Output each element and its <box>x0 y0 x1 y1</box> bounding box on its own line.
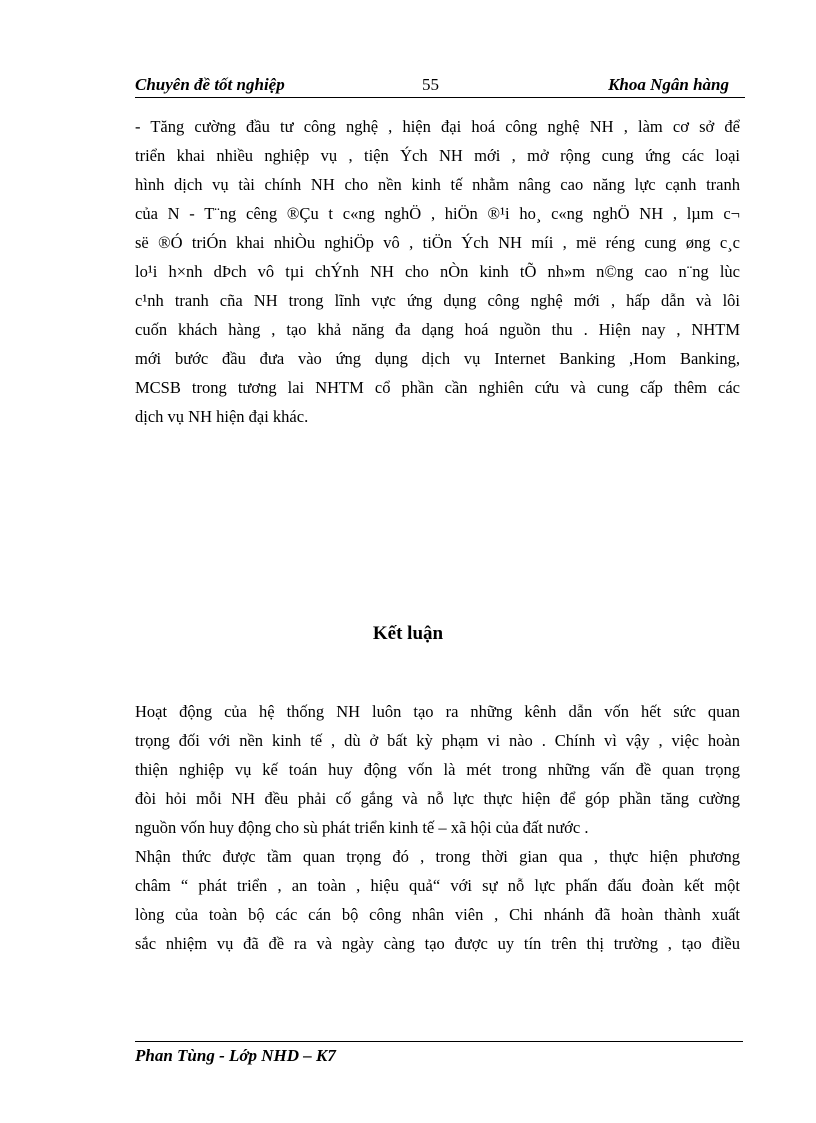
conclusion-heading: Kết luận <box>372 623 444 644</box>
footer-author: Phan Tùng - Lớp NHD – K7 <box>135 1046 336 1065</box>
paragraph-line: së ®Ó triÓn khai nhiÒu nghiÖp vô , tiÖn Ých NH míi , më réng cung øng c¸c <box>135 233 740 252</box>
header-document-type: Chuyên đề tốt nghiệp <box>135 75 285 94</box>
technology-investment-paragraph <box>135 112 740 431</box>
paragraph-line: châm “ phát triển , an toàn , hiệu quả“ với sự nỗ lực phấn đấu đoàn kết một <box>135 876 740 895</box>
paragraph-line: nguồn vốn huy động cho sù phát triển kinh tế – xã hội của đất nước . <box>135 818 589 837</box>
header-divider <box>135 97 745 98</box>
page-number: 55 <box>422 75 439 94</box>
paragraph-line: triển khai nhiều nghiệp vụ , tiện Ých NH mới , mở rộng cung ứng các loại <box>135 146 740 165</box>
paragraph-line: hình dịch vụ tài chính NH cho nền kinh tế nhằm nâng cao năng lực cạnh tranh <box>135 175 740 194</box>
paragraph-line: sắc nhiệm vụ đã đề ra và ngày càng tạo được uy tín trên thị trường , tạo điều <box>135 934 740 953</box>
paragraph-line: mới bước đầu đưa vào ứng dụng dịch vụ Internet Banking ,Hom Banking, <box>135 349 740 368</box>
paragraph-line: - Tăng cường đầu tư công nghệ , hiện đại hoá công nghệ NH , làm cơ sở để <box>135 117 740 136</box>
conclusion-paragraphs <box>135 697 740 958</box>
paragraph-line: dịch vụ NH hiện đại khác. <box>135 407 309 426</box>
paragraph-line: c¹nh tranh cña NH trong lĩnh vực ứng dụng công nghệ mới , hấp dẫn và lôi <box>135 291 740 310</box>
paragraph-line: Nhận thức được tầm quan trọng đó , trong thời gian qua , thực hiện phương <box>135 847 740 866</box>
paragraph-line: trọng đối với nền kinh tế , dù ở bất kỳ phạm vi nào . Chính vì vậy , việc hoàn <box>135 731 740 750</box>
page-header <box>135 74 729 98</box>
paragraph-line: đòi hỏi mỗi NH đều phải cố gắng và nỗ lực thực hiện để góp phần tăng cường <box>135 789 740 808</box>
paragraph-line: thiện nghiệp vụ kế toán huy động vốn là mét trong những vấn đề quan trọng <box>135 760 740 779</box>
paragraph-line: lo¹i h×nh dÞch vô tµi chÝnh NH cho nÒn kinh tÕ nh»m n©ng cao n¨ng lùc <box>135 262 740 281</box>
paragraph-line: lòng của toàn bộ các cán bộ công nhân viên , Chi nhánh đã hoàn thành xuất <box>135 905 740 924</box>
header-department: Khoa Ngân hàng <box>608 75 729 94</box>
footer-divider <box>135 1041 743 1042</box>
paragraph-line: của N - T¨ng cêng ®Çu t c«ng nghÖ , hiÖn ®¹i ho¸ c«ng nghÖ NH , lµm c¬ <box>135 204 740 223</box>
paragraph-line: Hoạt động của hệ thống NH luôn tạo ra những kênh dẫn vốn hết sức quan <box>135 702 740 721</box>
paragraph-line: cuốn khách hàng , tạo khả năng đa dạng hoá nguồn thu . Hiện nay , NHTM <box>135 320 740 339</box>
paragraph-line: MCSB trong tương lai NHTM cổ phần cần nghiên cứu và cung cấp thêm các <box>135 378 740 397</box>
